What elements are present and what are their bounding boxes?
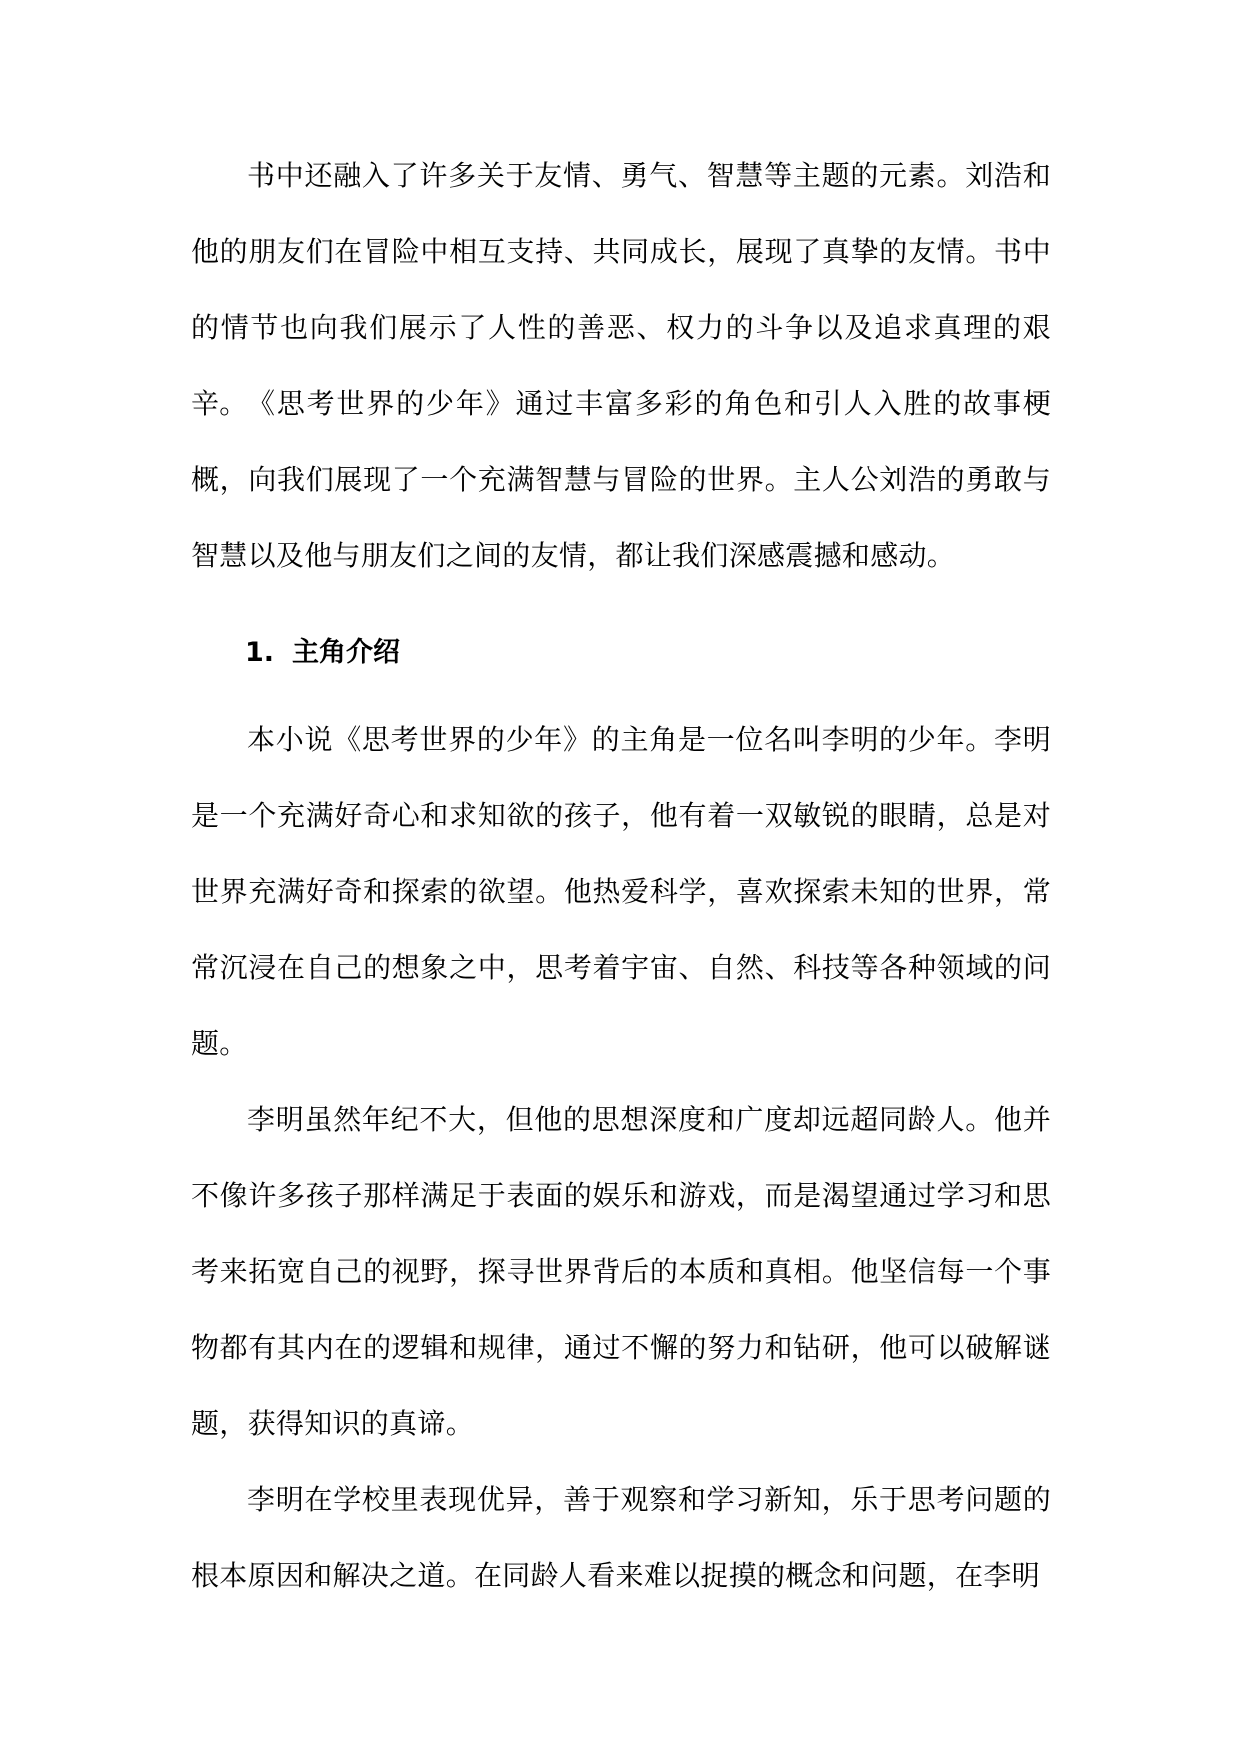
paragraph-protagonist-intro: 本小说《思考世界的少年》的主角是一位名叫李明的少年。李明是一个充满好奇心和求知欲的孩子，他有着一双敏锐的眼睛，总是对世界充满好奇和探索的欲望。他热爱科学，喜欢探索未知的世界，常常沉浸在自己的想象之中，思考着宇宙、自然、科技等各种领域的问题。 bbox=[191, 723, 1051, 1060]
paragraph-themes: 书中还融入了许多关于友情、勇气、智慧等主题的元素。刘浩和他的朋友们在冒险中相互支持、共同成长，展现了真挚的友情。书中的情节也向我们展示了人性的善恶、权力的斗争以及追求真理的艰辛。 bbox=[191, 159, 1051, 420]
section-heading bbox=[245, 628, 400, 678]
section-number: 1. bbox=[245, 637, 275, 668]
paragraph-protagonist-depth: 李明虽然年纪不大，但他的思想深度和广度却远超同龄人。他并不像许多孩子那样满足于表面的娱乐和游戏，而是渴望通过学习和思考来拓宽自己的视野，探寻世界背后的本质和真相。他坚信每一个事物都有其内在的逻辑和规律，通过不懈的努力和钻研，他可以破解谜题，获得知识的真谛。 bbox=[191, 1103, 1051, 1440]
paragraph-summary: 《思考世界的少年》通过丰富多彩的角色和引人入胜的故事梗概，向我们展现了一个充满智慧与冒险的世界。主人公刘浩的勇敢与智慧以及他与朋友们之间的友情，都让我们深感震撼和感动。 bbox=[191, 387, 1051, 572]
paragraph-protagonist-school: 李明在学校里表现优异，善于观察和学习新知，乐于思考问题的根本原因和解决之道。在同龄人看来难以捉摸的概念和问题，在李明 bbox=[191, 1483, 1051, 1592]
section-title: 主角介绍 bbox=[292, 637, 401, 668]
